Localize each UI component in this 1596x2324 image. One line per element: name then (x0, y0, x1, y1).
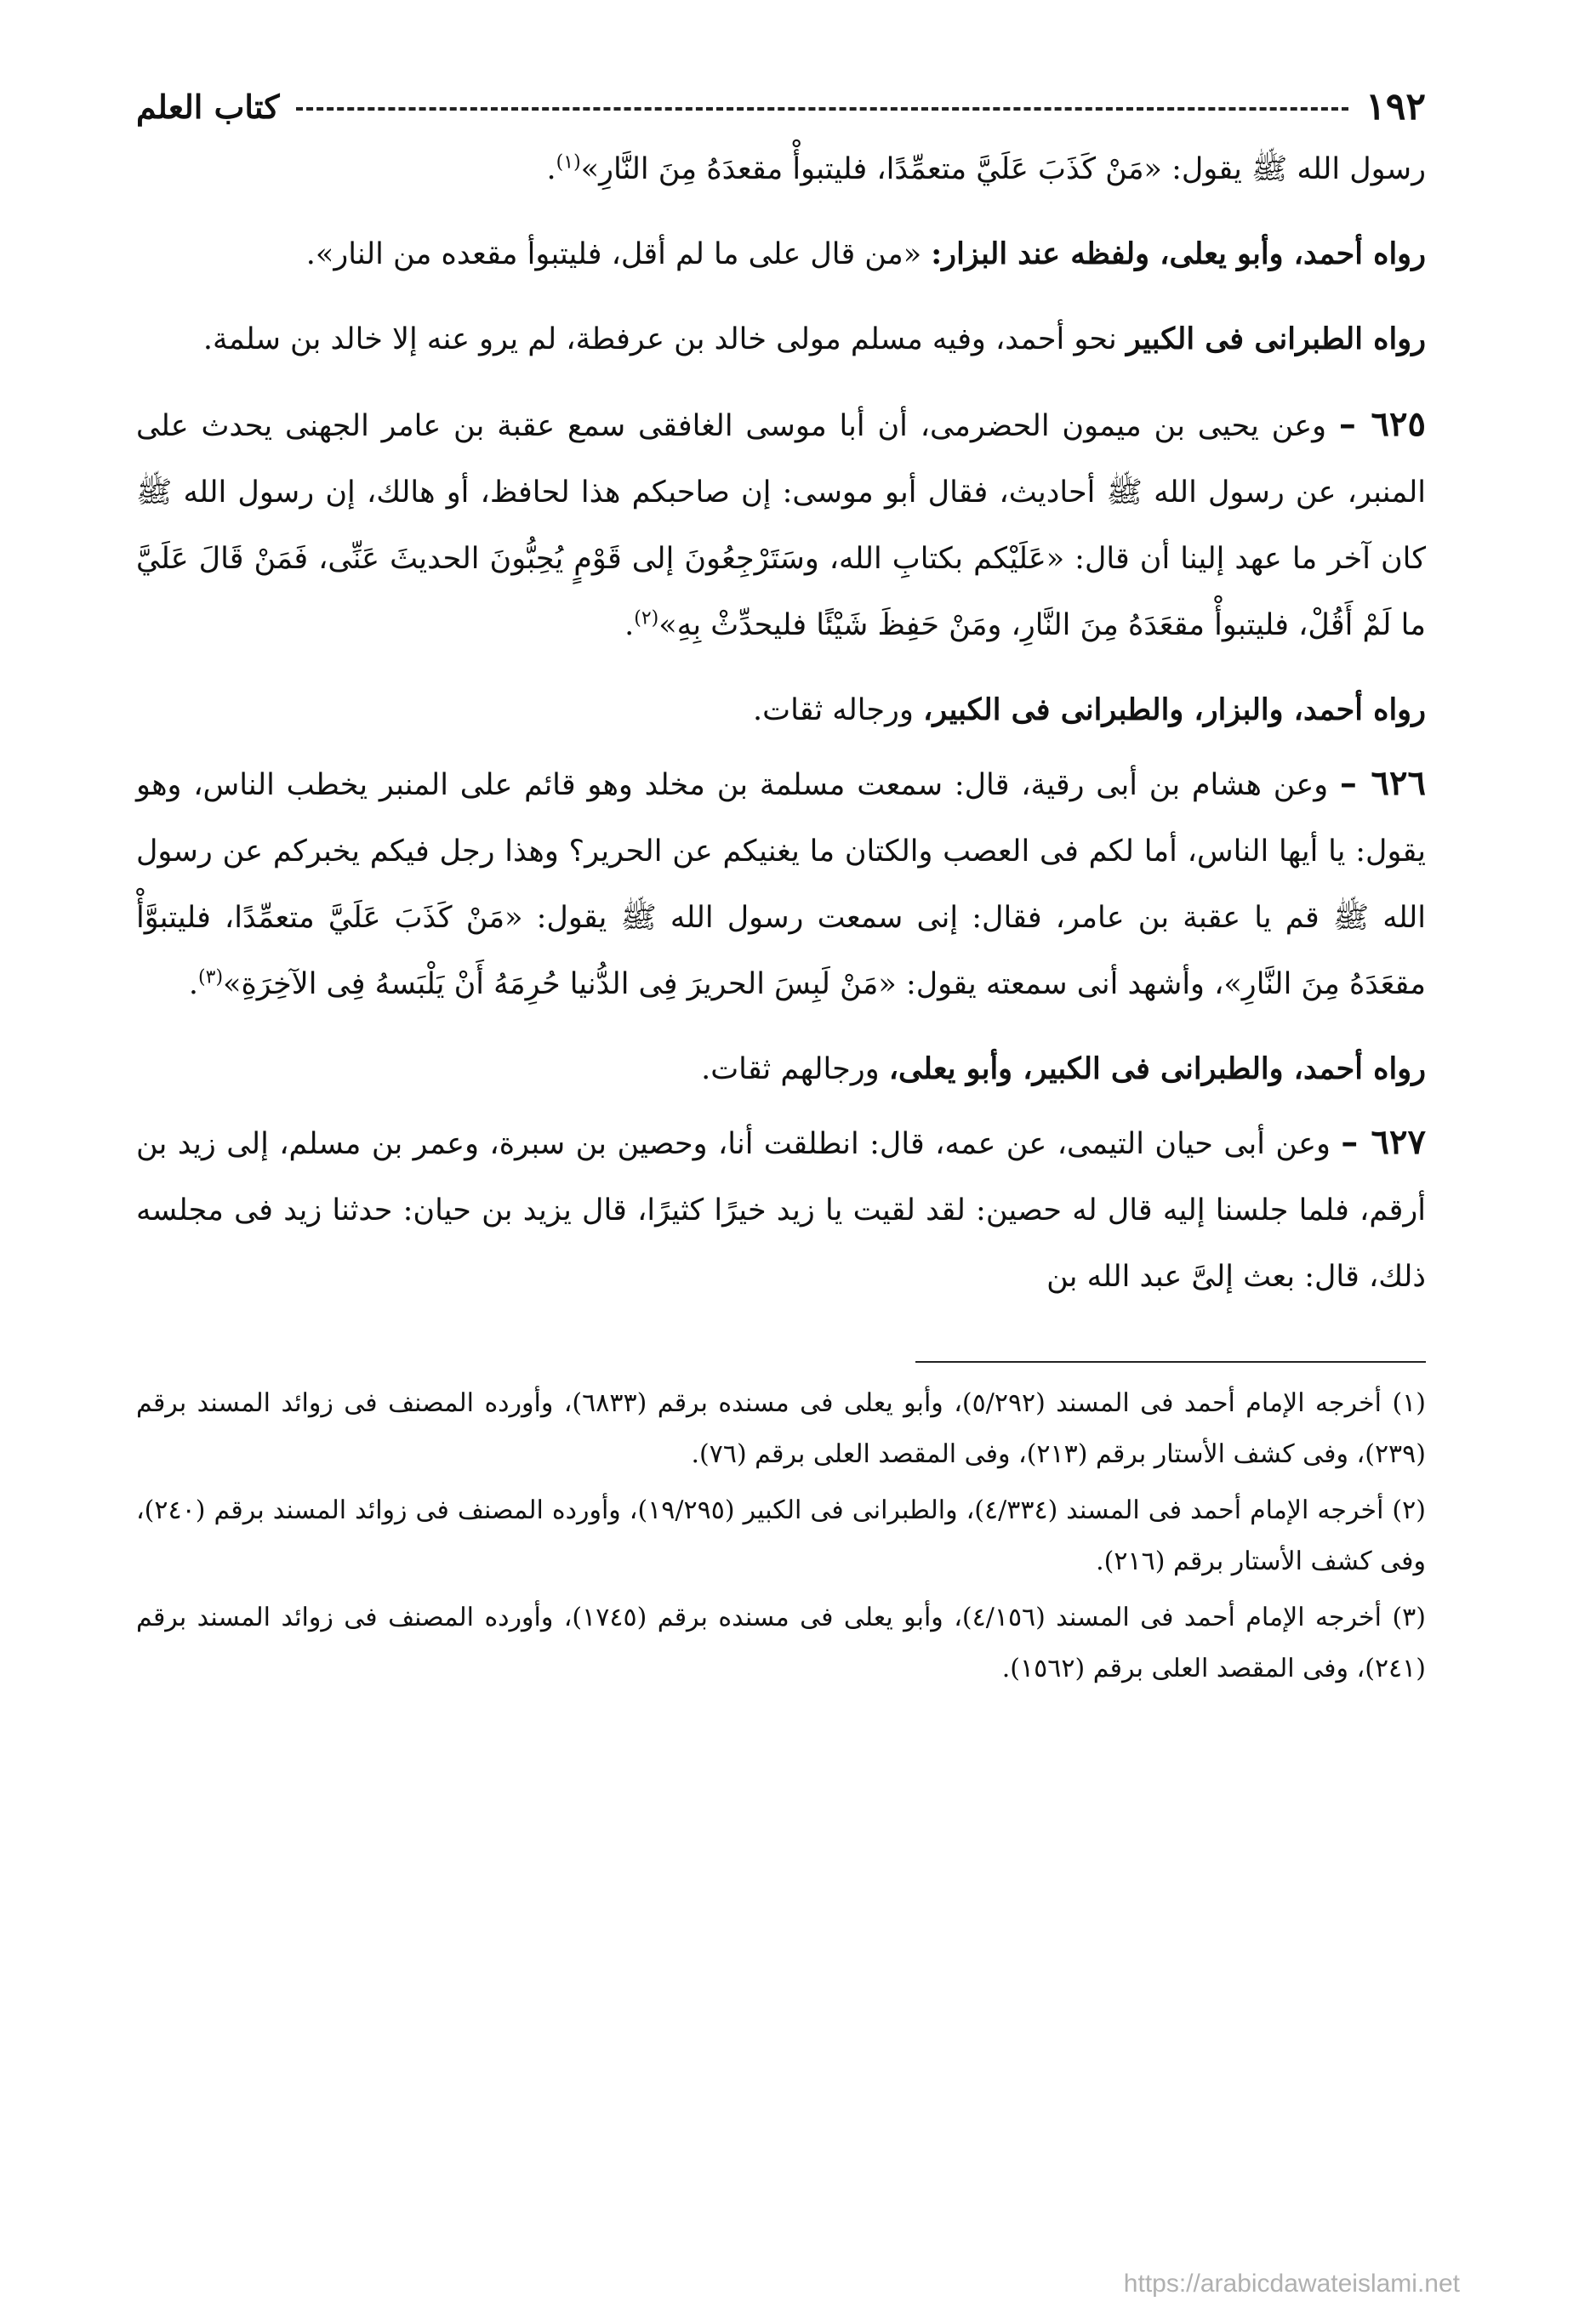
footnote-divider (915, 1361, 1426, 1363)
paragraph-1: رسول الله ﷺ يقول: «مَنْ كَذَبَ عَلَيَّ متعمِّدًا، فليتبوأْ مقعدَهُ مِنَ النَّارِ»$^{(١)}$. (546, 151, 1426, 186)
paragraph-5: رواه أحمد، والطبرانى فى الكبير، وأبو يعلى، ورجالهم ثقات. (701, 1051, 1426, 1086)
footnote-ref-2: (٢) (634, 607, 659, 629)
footnote-ref-1: (١) (556, 151, 581, 174)
hadith-626: ٦٢٦ – وعن هشام بن أبى رقية، قال: سمعت مسلمة بن مخلد وهو قائم على المنبر يخطب الناس، وهو يقول: يا أيها الناس، أما لكم فى العصب والكتان ما يغنيكم عن الحرير؟ وهذا رجل فيكم يخبركم عن رسول الله ﷺ قم يا عقبة بن عامر، فقال: إنى سمعت رسول الله ﷺ يقول: «مَنْ كَذَبَ عَلَيَّ متعمِّدًا، فليتبوَّأْ مقعَدَهُ مِنَ النَّارِ»، وأشهد أنى سمعته يقول: «مَنْ لَبِسَ الحريرَ فِى الدُّنيا حُرِمَهُ أَنْ يَلْبَسهُ فِى الآخِرَةِ»$^{(٣)}$. (136, 763, 1426, 1001)
book-title: كتاب العلم (136, 87, 280, 126)
page-header (136, 77, 1426, 136)
header-divider (296, 107, 1348, 111)
main-text (136, 136, 1426, 1310)
paragraph-2: رواه أحمد، وأبو يعلى، ولفظه عند البزار: «من قال على ما لم أقل، فليتبوأ مقعده من النار». (305, 236, 1426, 271)
hadith-number: ٦٢٧ – (1341, 1122, 1426, 1162)
watermark-url: https://arabicdawateislami.net (1123, 2270, 1460, 2298)
page-number: ١٩٢ (1365, 84, 1426, 128)
hadith-627: ٦٢٧ – وعن أبى حيان التيمى، عن عمه، قال: انطلقت أنا، وحصين بن سبرة، وعمر بن مسلم، إلى زيد بن أرقم، فلما جلسنا إليه قال له حصين: لقد لقيت يا زيد خيرًا كثيرًا، قال يزيد بن حيان: حدثنا زيد فى مجلسه ذلك، قال: بعث إلىَّ عبد الله بن (136, 1122, 1426, 1294)
footnote-3: (٣) أخرجه الإمام أحمد فى المسند (٤/١٥٦)، وأبو يعلى فى مسنده برقم (١٧٤٥)، وأورده المصنف فى زوائد المسند برقم (٢٤١)، وفى المقصد العلى برقم (١٥٦٢). (136, 1603, 1426, 1683)
footnote-1: (١) أخرجه الإمام أحمد فى المسند (٥/٢٩٢)، وأبو يعلى فى مسنده برقم (٦٨٣٣)، وأورده المصنف فى زوائد المسند برقم (٢٣٩)، وفى كشف الأستار برقم (٢١٣)، وفى المقصد العلى برقم (٧٦). (136, 1388, 1426, 1469)
hadith-number: ٦٢٦ – (1339, 763, 1426, 803)
page (136, 77, 1426, 2273)
footnote-2: (٢) أخرجه الإمام أحمد فى المسند (٤/٣٣٤)، والطبرانى فى الكبير (١٩/٢٩٥)، وأورده المصنف فى زوائد المسند برقم (٢٤٠)، وفى كشف الأستار برقم (٢١٦). (136, 1495, 1426, 1576)
paragraph-4: رواه أحمد، والبزار، والطبرانى فى الكبير، ورجاله ثقات. (753, 692, 1426, 727)
hadith-number: ٦٢٥ – (1338, 404, 1426, 444)
hadith-625: ٦٢٥ – وعن يحيى بن ميمون الحضرمى، أن أبا موسى الغافقى سمع عقبة بن عامر الجهنى يحدث على المنبر، عن رسول الله ﷺ أحاديث، فقال أبو موسى: إن صاحبكم هذا لحافظ، أو هالك، إن رسول الله ﷺ كان آخر ما عهد إلينا أن قال: «عَلَيْكم بكتابِ الله، وسَتَرْجِعُونَ إلى قَوْمٍ يُحِبُّونَ الحديثَ عَنِّى، فَمَنْ قَالَ عَلَيَّ ما لَمْ أَقُلْ، فليتبوأْ مقعَدَهُ مِنَ النَّارِ، ومَنْ حَفِظَ شَيْئًا فليحدِّثْ بِهِ»$^{(٢)}$. (136, 404, 1426, 642)
footnotes (136, 1378, 1426, 1695)
footnote-ref-3: (٣) (198, 966, 224, 988)
paragraph-3: رواه الطبرانى فى الكبير نحو أحمد، وفيه مسلم مولى خالد بن عرفطة، لم يرو عنه إلا خالد بن سلمة. (202, 322, 1426, 356)
